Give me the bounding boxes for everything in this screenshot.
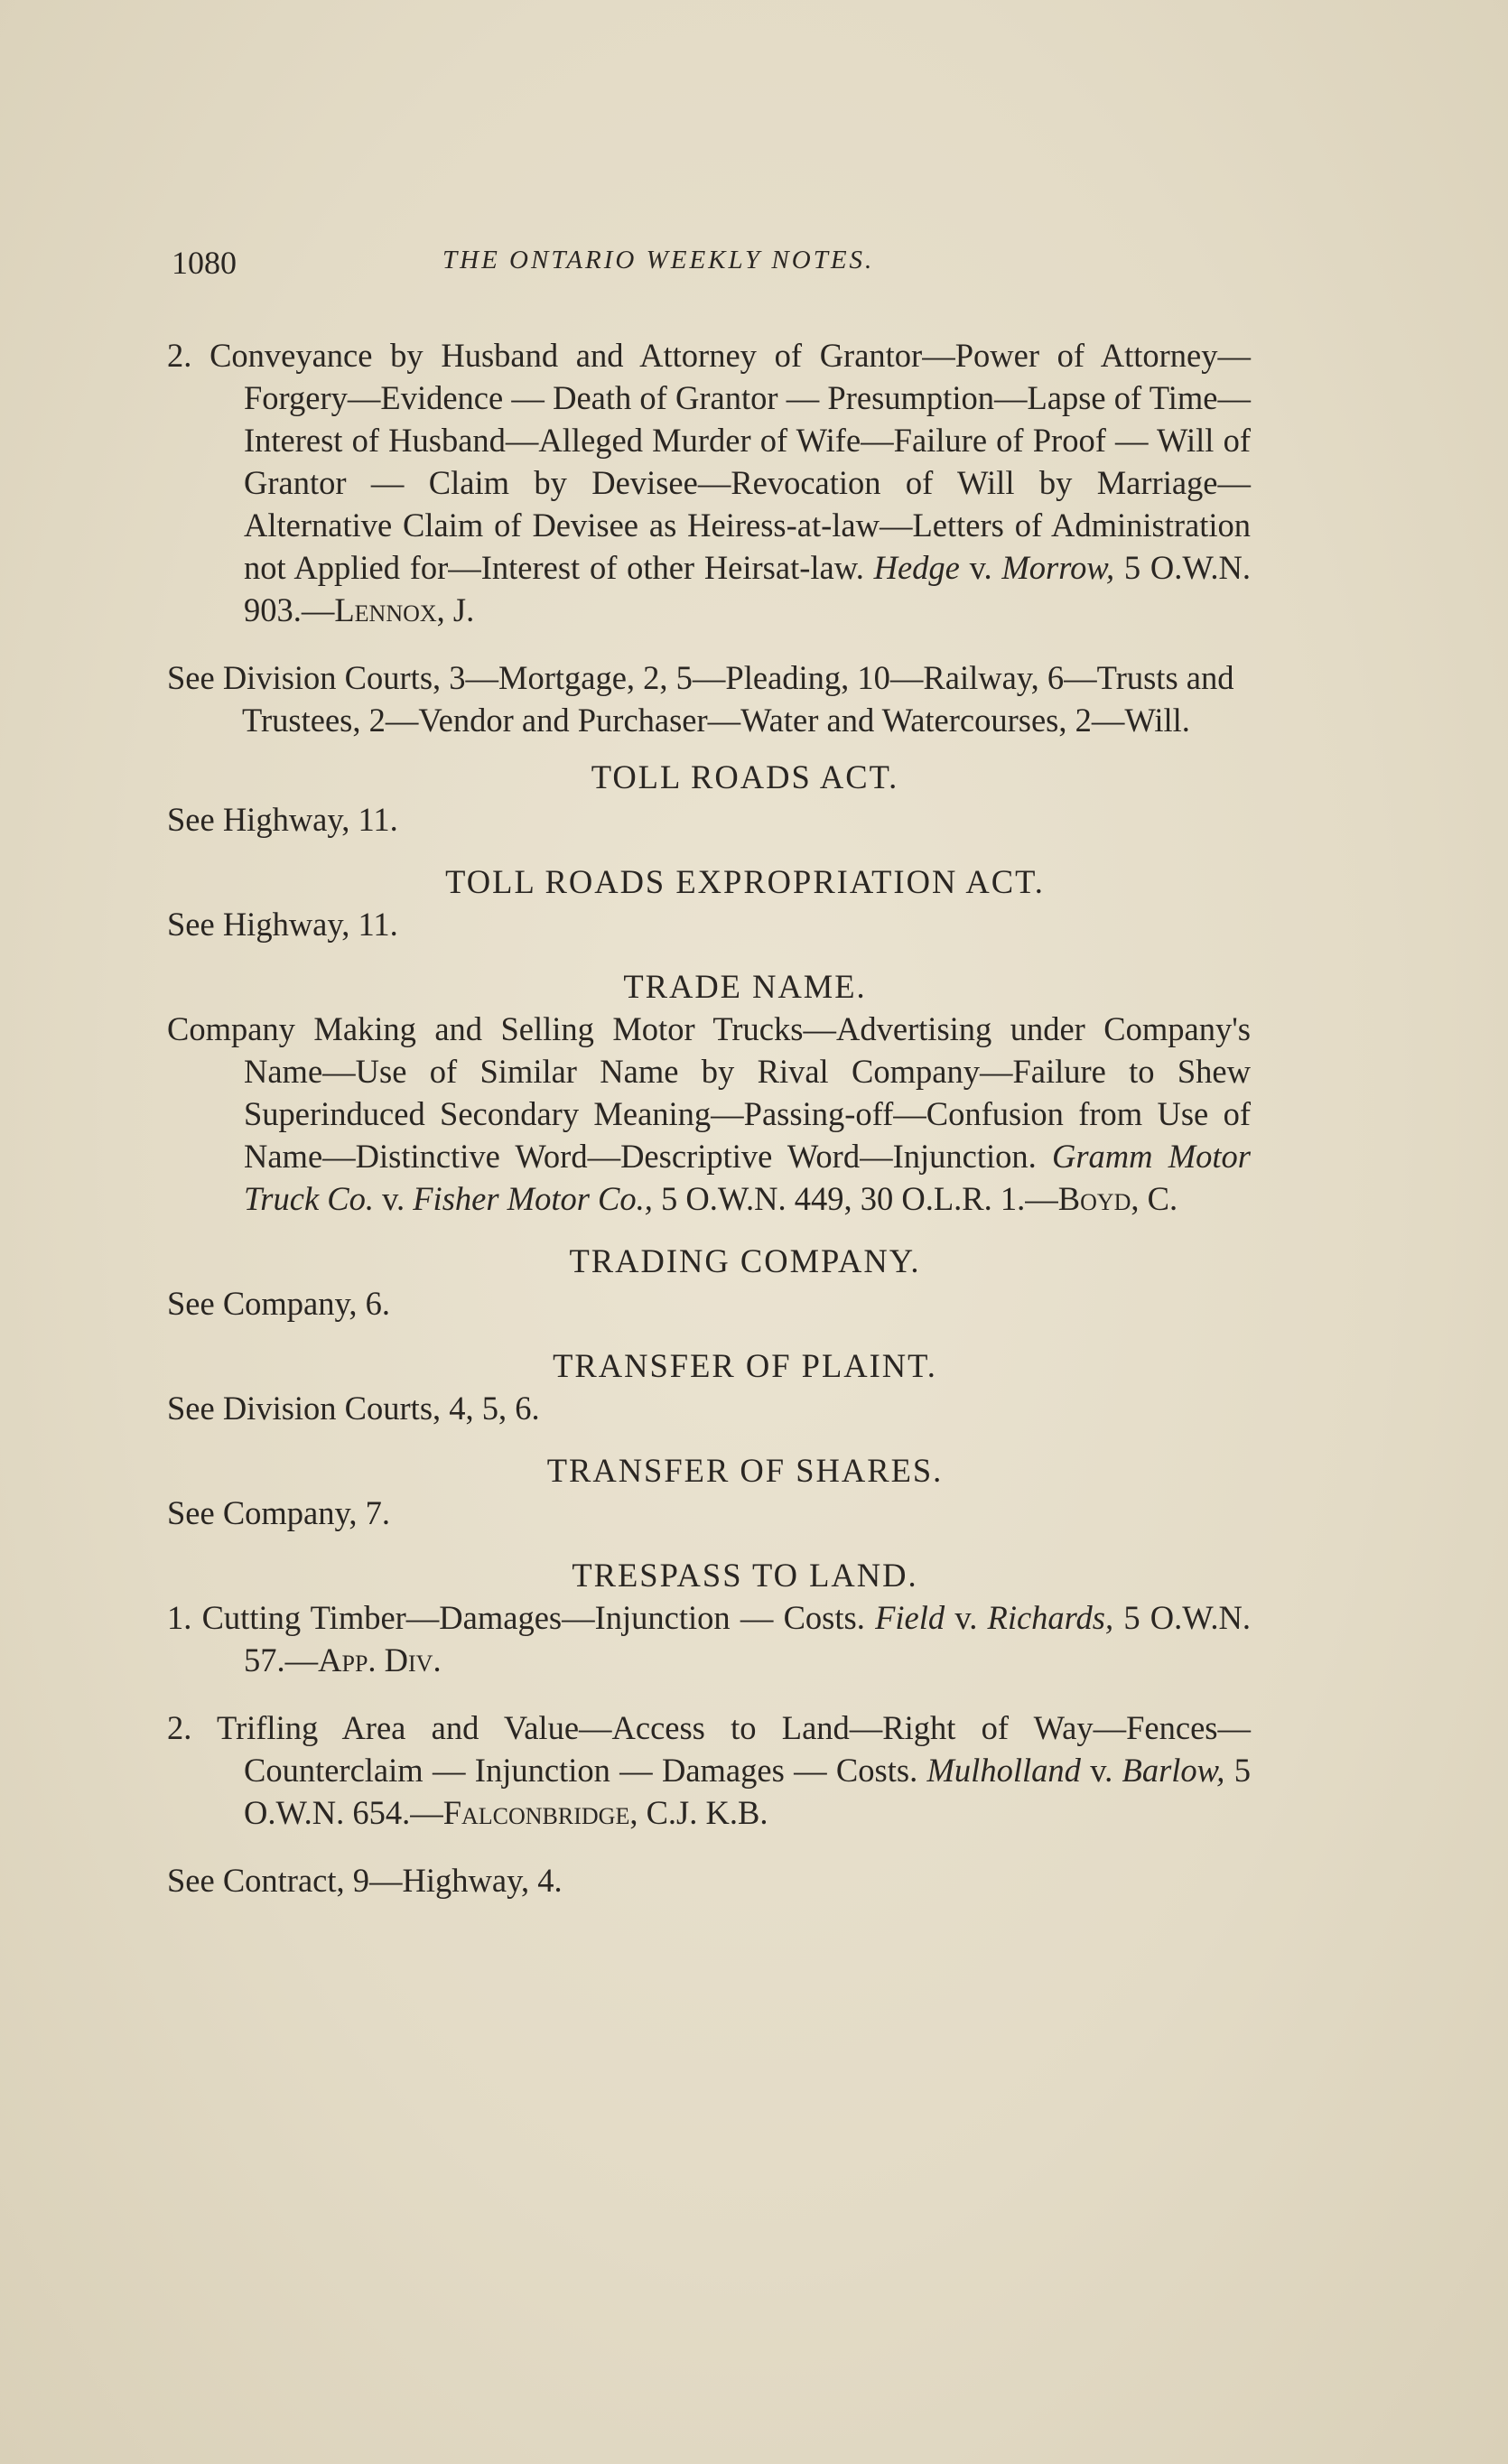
versus: v.	[954, 1599, 978, 1636]
index-entry-trespass-1	[167, 1596, 1251, 1681]
case-party: Fisher Motor Co.,	[413, 1180, 653, 1217]
entry-text: 2. Trifling Area and Value—Access to Land—Right of Way—Fences—Counterclaim — Injunction — Damages — Costs.	[167, 1709, 1251, 1789]
versus: v.	[969, 549, 992, 586]
judge: Falconbridge, C.J. K.B.	[442, 1794, 768, 1831]
cross-reference: See Company, 7.	[167, 1494, 391, 1531]
cross-reference: See Highway, 11.	[167, 801, 398, 838]
section-heading: TOLL ROADS EXPROPRIATION ACT.	[445, 863, 1045, 900]
entry-text: Company Making and Selling Motor Trucks—Advertising under Company's Name—Use of Similar Name by Rival Company—Failure to Shew Superinduced Secondary Meaning—Passing-off—Confusion from Use of Name—Distinctive Word—Descriptive Word—Injunction.	[167, 1010, 1251, 1175]
cross-reference: See Division Courts, 4, 5, 6.	[167, 1390, 540, 1427]
page-number: 1080	[172, 245, 237, 281]
versus: v.	[1090, 1752, 1113, 1789]
section-heading: TOLL ROADS ACT.	[591, 758, 899, 795]
index-content	[167, 334, 1251, 1901]
citation: 5 O.W.N. 654.—	[244, 1752, 1252, 1831]
cross-reference: See Division Courts, 3—Mortgage, 2, 5—Pleading, 10—Railway, 6—Trusts and Trustees, 2—Vendor and Purchaser—Water and Watercourses, 2—Will.	[167, 659, 1234, 739]
case-party: Gramm Motor Truck Co.	[244, 1138, 1251, 1217]
cross-reference: See Contract, 9—Highway, 4.	[167, 1862, 563, 1899]
section-heading: TRANSFER OF SHARES.	[546, 1452, 944, 1489]
case-party: Hedge	[873, 549, 960, 586]
judge: Lennox, J.	[334, 591, 475, 628]
case-party: Richards,	[987, 1599, 1114, 1636]
section-heading: TRESPASS TO LAND.	[572, 1557, 918, 1594]
section-heading: TRANSFER OF PLAINT.	[553, 1347, 937, 1384]
case-party: Field	[875, 1599, 945, 1636]
page-header	[172, 244, 1255, 289]
judge: Boyd, C.	[1057, 1180, 1178, 1217]
index-entry-trade-name	[167, 1008, 1251, 1220]
cross-reference: See Company, 6.	[167, 1285, 391, 1322]
index-entry-trespass-2	[167, 1706, 1251, 1834]
case-party: Mulholland	[926, 1752, 1081, 1789]
entry-text: 2. Conveyance by Husband and Attorney of Grantor—Power of Attorney—Forgery—Evidence — Death of Grantor — Presumption—Lapse of Time—Interest of Husband—Alleged Murder of Wife—Failure of Proof — Will of Grantor — Claim by Devisee—Revocation of Will by Marriage—Alternative Claim of Devisee as Heiress-at-law—Letters of Administration not Applied for—Interest of other Heirsat-law.	[167, 337, 1251, 586]
judge: App. Div.	[318, 1641, 442, 1678]
section-heading: TRADING COMPANY.	[569, 1242, 921, 1279]
versus: v.	[382, 1180, 405, 1217]
cross-reference: See Highway, 11.	[167, 906, 398, 943]
running-title: THE ONTARIO WEEKLY NOTES.	[442, 246, 875, 274]
index-entry-conveyance	[167, 334, 1251, 631]
citation: 5 O.W.N. 903.—	[244, 549, 1252, 628]
entry-text: 1. Cutting Timber—Damages—Injunction — Costs.	[167, 1599, 865, 1636]
section-heading: TRADE NAME.	[623, 968, 867, 1005]
citation: 5 O.W.N. 57.—	[244, 1599, 1252, 1678]
case-party: Barlow,	[1122, 1752, 1225, 1789]
case-party: Morrow,	[1001, 549, 1115, 586]
citation: 5 O.W.N. 449, 30 O.L.R. 1.—	[661, 1180, 1058, 1217]
